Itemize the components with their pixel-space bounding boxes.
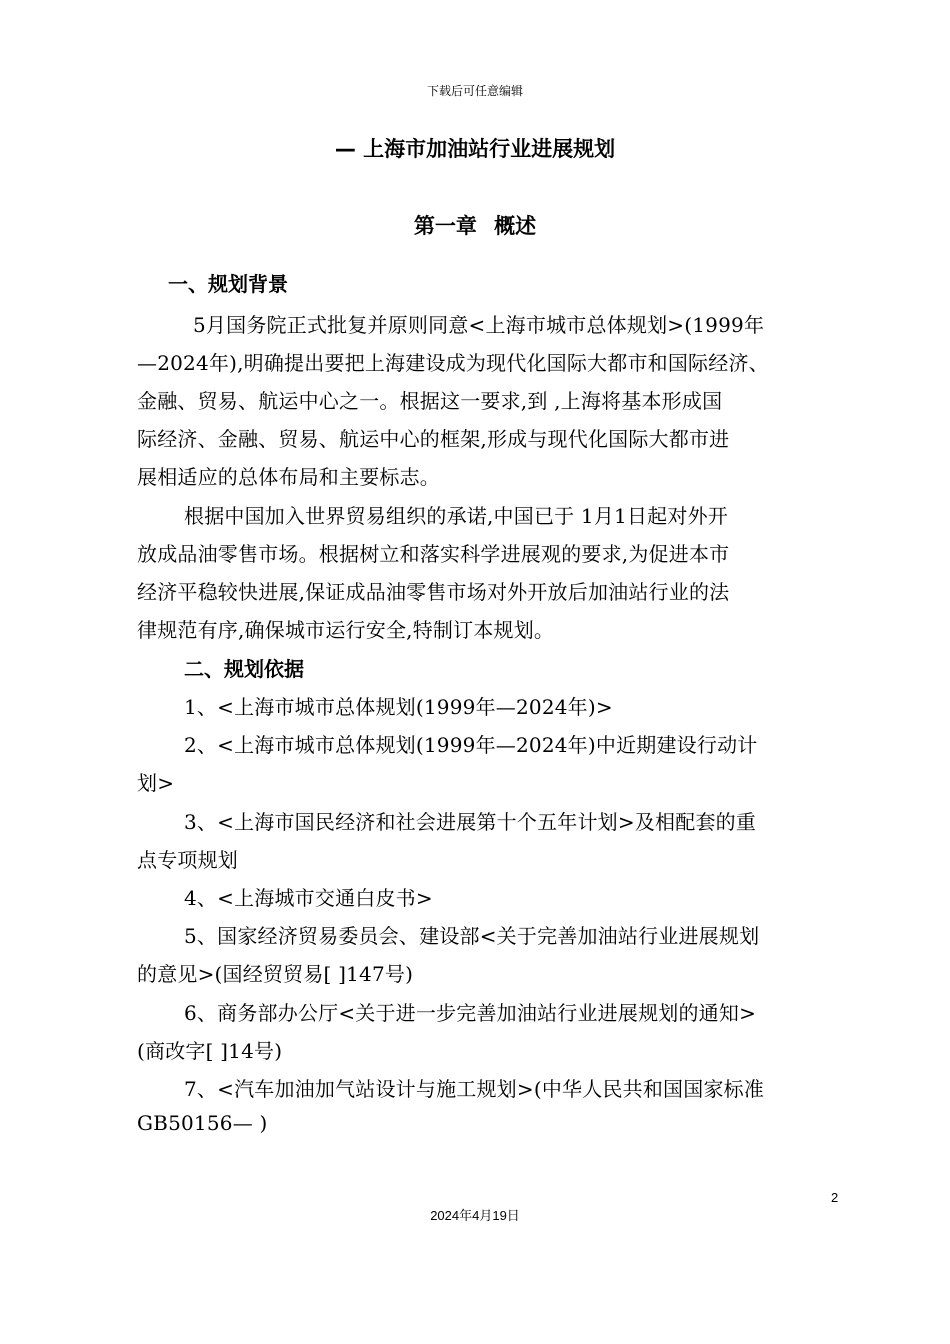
paragraph-line: 际经济、金融、贸易、航运中心的框架,形成与现代化国际大都市进 bbox=[137, 427, 730, 451]
paragraph-line: 展相适应的总体布局和主要标志。 bbox=[137, 465, 440, 489]
paragraph-line: 根据中国加入世界贸易组织的承诺,中国已于 1月1日起对外开 bbox=[184, 504, 728, 528]
paragraph-line: 经济平稳较快进展,保证成品油零售市场对外开放后加油站行业的法 bbox=[137, 580, 730, 604]
page-number: 2 bbox=[831, 1190, 839, 1205]
paragraph-line: 律规范有序,确保城市运行安全,特制订本规划。 bbox=[137, 618, 555, 642]
chapter-heading: 第一章 概述 bbox=[413, 214, 537, 238]
paragraph-line: 5月国务院正式批复并原则同意<上海市城市总体规划>(1999年 bbox=[193, 313, 765, 337]
header-note: 下载后可任意编辑 bbox=[426, 84, 523, 98]
list-item: 4、<上海城市交通白皮书> bbox=[184, 886, 433, 910]
footer-date: 2024年4月19日 bbox=[430, 1208, 520, 1223]
list-item-continuation: (商改字[ ]14号) bbox=[137, 1039, 283, 1063]
list-item-continuation: 划> bbox=[137, 771, 175, 795]
list-item: 3、<上海市国民经济和社会进展第十个五年计划>及相配套的重 bbox=[184, 810, 757, 834]
list-item-continuation: GB50156— ) bbox=[137, 1111, 268, 1135]
paragraph-line: 放成品油零售市场。根据树立和落实科学进展观的要求,为促进本市 bbox=[137, 542, 730, 566]
list-item: 6、商务部办公厅<关于进一步完善加油站行业进展规划的通知> bbox=[184, 1001, 757, 1025]
list-item: 7、<汽车加油加气站设计与施工规划>(中华人民共和国国家标准 bbox=[184, 1077, 765, 1101]
section-heading-basis: 二、规划依据 bbox=[184, 657, 304, 681]
list-item: 2、<上海市城市总体规划(1999年—2024年)中近期建设行动计 bbox=[184, 733, 758, 757]
list-item-continuation: 的意见>(国经贸贸易[ ]147号) bbox=[137, 962, 414, 986]
section-heading-background: 一、规划背景 bbox=[168, 272, 288, 296]
paragraph-line: —2024年),明确提出要把上海建设成为现代化国际大都市和国际经济、 bbox=[137, 351, 769, 375]
list-item-continuation: 点专项规划 bbox=[137, 848, 238, 872]
paragraph-line: 金融、贸易、航运中心之一。根据这一要求,到 ,上海将基本形成国 bbox=[137, 389, 723, 413]
document-title: — 上海市加油站行业进展规划 bbox=[334, 137, 616, 161]
list-item: 1、<上海市城市总体规划(1999年—2024年)> bbox=[184, 695, 613, 719]
list-item: 5、国家经济贸易委员会、建设部<关于完善加油站行业进展规划 bbox=[184, 924, 760, 948]
